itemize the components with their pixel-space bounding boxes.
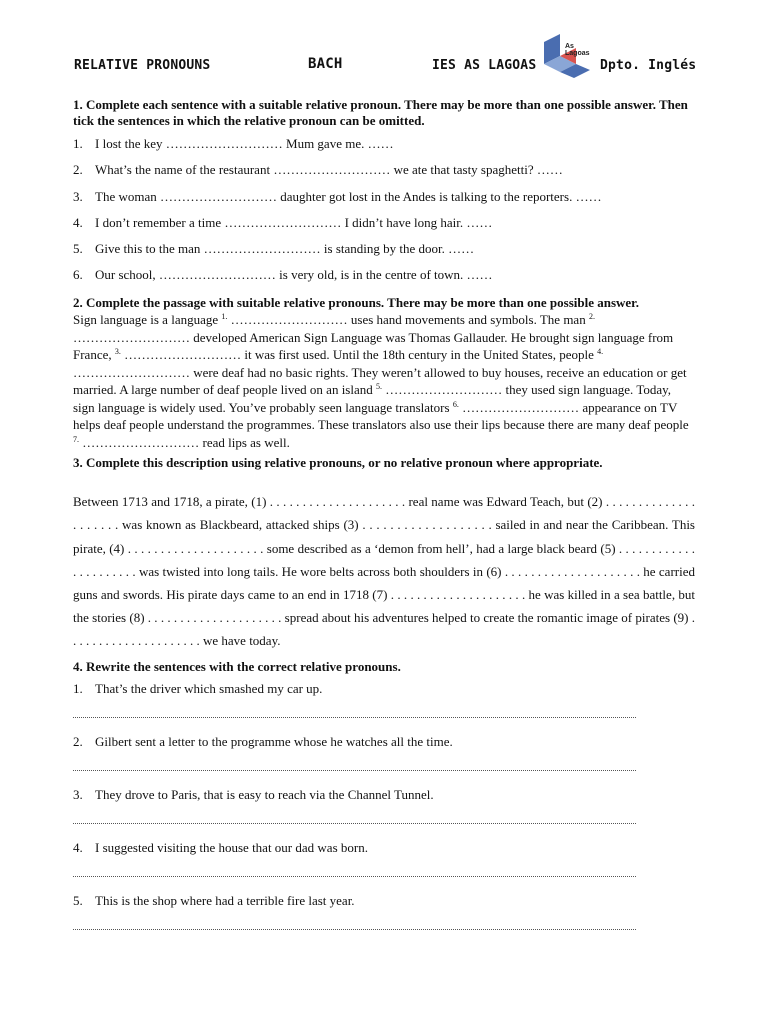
exercise-4-item: 5. This is the shop where had a terrible fire last year.	[73, 893, 695, 930]
gap-number: 4.	[597, 347, 604, 357]
answer-line[interactable]	[73, 823, 636, 824]
exercise-1-item: 5. Give this to the man ……………………… is standing by the door. ……	[73, 241, 475, 257]
exercise-1-list	[73, 136, 695, 283]
exercise-1	[73, 97, 695, 283]
gap-number: 3.	[114, 347, 121, 357]
exercise-1-item: 6. Our school, ……………………… is very old, is in the centre of town. ……	[73, 267, 493, 283]
answer-line[interactable]	[73, 929, 636, 930]
exercise-3-title: 3. Complete this description using relative pronouns, or no relative pronoun where appropriate.	[73, 455, 603, 471]
exercise-2-passage: Sign language is a language $^{1.}$ ……………………… uses hand movements and symbols. The man $^{2.}$ ……………………… developed American Sign Language was Thomas Gallauder. He brought sign language from France, $^{3.}$ ……………………… it was first used. Until the 18th century in the United States, people $^{4.}$ ……………………… were deaf had no basic rights. They weren’t allowed to buy houses, receive an education or get married. A large number of deaf people lived on an island $^{5.}$ ……………………… they used sign language. Today, sign language is widely used. You’ve probably seen language translators $^{6.}$ ……………………… appearance on TV helps deaf people understand the programmes. These translators also use their lips because there are many deaf people $^{7.}$ ……………………… read lips as well.	[73, 312, 689, 450]
gap-number: 1.	[221, 312, 228, 322]
exercise-4-item: 4. I suggested visiting the house that our dad was born.	[73, 840, 695, 877]
exercise-2	[73, 294, 695, 452]
answer-line[interactable]	[73, 876, 636, 877]
worksheet-title: RELATIVE PRONOUNS	[74, 58, 211, 73]
exercise-4-item: 3. They drove to Paris, that is easy to reach via the Channel Tunnel.	[73, 787, 695, 824]
school-name: IES AS LAGOAS	[432, 58, 537, 73]
gap-number: 7.	[73, 434, 79, 444]
exercise-1-title: 1. Complete each sentence with a suitable relative pronoun. There may be more than one possible answer. Then tick the sentences in which the relative pronoun can be omitted.	[73, 97, 688, 128]
exercise-3-passage: Between 1713 and 1718, a pirate, (1) . . . . . . . . . . . . . . . . . . . . . real name was Edward Teach, but (2) . . . . . . . . . . . . . . . . . . . . . was known as Blackbeard, attacked ships (3) . . . . . . . . . . . . . . . . . . . sailed in and near the Caribbean. This pirate, (4) . . . . . . . . . . . . . . . . . . . . . some described as a ‘demon from hell’, had a large black beard (5) . . . . . . . . . . . . . . . . . . . . . . was twisted into long tails. He wore belts across both shoulders in (6) . . . . . . . . . . . . . . . . . . . . . he carried guns and swords. His pirate days came to an end in 1718 (7) . . . . . . . . . . . . . . . . . . . . . he was killed in a sea battle, but the stories (8) . . . . . . . . . . . . . . . . . . . . . spread about his adventures helped to create the romantic image of pirates (9) . . . . . . . . . . . . . . . . . . . . . we have today.	[73, 494, 695, 648]
gap-number: 2.	[588, 312, 595, 322]
exercise-1-item: 4. I don’t remember a time ……………………… I didn’t have long hair. ……	[73, 214, 493, 230]
exercise-3	[73, 451, 695, 652]
exercise-1-item: 2. What’s the name of the restaurant ……………………… we ate that tasty spaghetti? ……	[73, 162, 563, 178]
course-level: BACH	[308, 56, 343, 72]
gap-number: 5.	[376, 382, 382, 392]
exercise-4-item: 1. That’s the driver which smashed my car up.	[73, 681, 695, 718]
department-name: Dpto. Inglés	[600, 58, 697, 73]
worksheet-body	[73, 97, 695, 946]
page-header	[0, 0, 768, 90]
exercise-2-title: 2. Complete the passage with suitable relative pronouns. There may be more than one possible answer.	[73, 294, 640, 310]
exercise-4-item: 2. Gilbert sent a letter to the programme whose he watches all the time.	[73, 734, 695, 771]
gap-number: 6.	[452, 399, 459, 409]
exercise-1-item: 3. The woman ……………………… daughter got lost in the Andes is talking to the reporters. ……	[73, 188, 602, 204]
answer-line[interactable]	[73, 770, 636, 771]
answer-line[interactable]	[73, 717, 636, 718]
exercise-4-title: 4. Rewrite the sentences with the correct relative pronouns.	[73, 659, 401, 675]
exercise-4	[73, 659, 695, 930]
exercise-1-item: 1. I lost the key ……………………… Mum gave me. ……	[73, 136, 394, 151]
logo-text: As Lagoas	[565, 43, 590, 57]
